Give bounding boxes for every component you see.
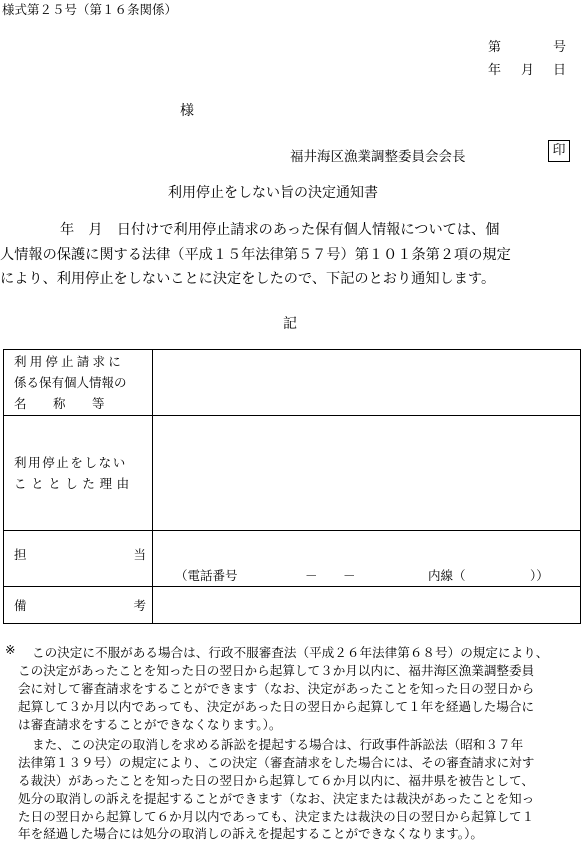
- phone-dash-2: －: [343, 568, 356, 583]
- target-info-value-cell[interactable]: [153, 350, 581, 416]
- sender-name: 福井海区漁業調整委員会会長: [290, 149, 466, 165]
- date-year-label: 年: [488, 63, 502, 78]
- date-day-label: 日: [553, 63, 567, 78]
- body-text-line: 人情報の保護に関する法律（平成１５年法律第５７号）第１０１条第２項の規定: [0, 247, 511, 263]
- body-text-line: 年 月 日付けで利用停止請求のあった保有個人情報については、個: [60, 222, 500, 238]
- note-line: は審査請求をすることができなくなります。）。: [18, 717, 282, 732]
- remarks-label-cell: [4, 587, 153, 624]
- note-line: また、この決定の取消しを求める訴訟を提起する場合は、行政事件訴訟法（昭和３７年: [32, 737, 524, 752]
- contact-label-right: 当: [133, 547, 146, 562]
- note-line: 年を経過した場合には処分の取消しの訴えを提起することができなくなります。）。: [18, 826, 483, 841]
- date-month-label: 月: [521, 63, 535, 78]
- extension-label: 内線（: [428, 568, 466, 583]
- note-line: 会に対して審査請求をすることができます（なお、決定があったことを知った日の翌日から: [18, 681, 535, 696]
- details-table: [3, 349, 581, 624]
- target-info-label-line: 名 称 等: [14, 396, 106, 411]
- remarks-value-cell[interactable]: [153, 587, 581, 624]
- table-row: [4, 531, 581, 587]
- note-line: 起算して３か月以内であっても、決定があった日の翌日から起算して１年を経過した場合に: [18, 699, 535, 714]
- contact-label-cell: [4, 531, 153, 587]
- note-line: た日の翌日から起算して６か月以内であっても、決定または裁決の日の翌日から起算して１: [18, 809, 535, 824]
- document-number-prefix: 第: [488, 40, 502, 55]
- reason-label-line: 利用停止をしない: [14, 455, 127, 470]
- seal-stamp-box: 印: [548, 140, 570, 162]
- note-line: る裁決）があったことを知った日の翌日から起算して６か月以内に、福井県を被告として、: [18, 773, 534, 788]
- note-line: 法律第１３９号）の規定により、この決定（審査請求をした場合には、その審査請求に対す: [18, 755, 535, 770]
- target-info-label-cell: [4, 350, 153, 416]
- body-text-line: により、利用停止をしないことに決定をしたので、下記のとおり通知します。: [0, 271, 496, 287]
- table-row: [4, 416, 581, 531]
- phone-dash-1: －: [305, 568, 318, 583]
- note-mark: ※: [5, 642, 16, 657]
- note-line: この決定に不服がある場合は、行政不服審査法（平成２６年法律第６８号）の規定により、: [32, 645, 549, 660]
- table-row: [4, 350, 581, 416]
- note-line: 処分の取消しの訴えを提起することができます（なお、決定または裁決があったことを知っ: [18, 791, 535, 806]
- document-number-suffix: 号: [553, 40, 567, 55]
- addressee-honorific: 様: [180, 103, 194, 119]
- remarks-label-left: 備: [14, 597, 27, 613]
- extension-close: ））: [530, 568, 549, 583]
- phone-label: （電話番号: [175, 568, 238, 583]
- reason-label-line: こととした理由: [14, 476, 134, 491]
- reason-label-cell: [4, 416, 153, 531]
- ki-heading: 記: [283, 316, 297, 332]
- contact-label-left: 担: [14, 547, 27, 562]
- contact-value-cell[interactable]: [153, 531, 581, 587]
- target-info-label-line: 利用停止請求に: [14, 354, 124, 369]
- table-row: [4, 587, 581, 624]
- remarks-label-right: 考: [133, 597, 146, 613]
- note-line: この決定があったことを知った日の翌日から起算して３か月以内に、福井海区漁業調整委員: [18, 663, 535, 678]
- form-number-label: 様式第２５号（第１６条関係）: [2, 2, 178, 17]
- document-title: 利用停止をしない旨の決定通知書: [168, 185, 378, 201]
- target-info-label-line: 係る保有個人情報の: [14, 375, 127, 390]
- reason-value-cell[interactable]: [153, 416, 581, 531]
